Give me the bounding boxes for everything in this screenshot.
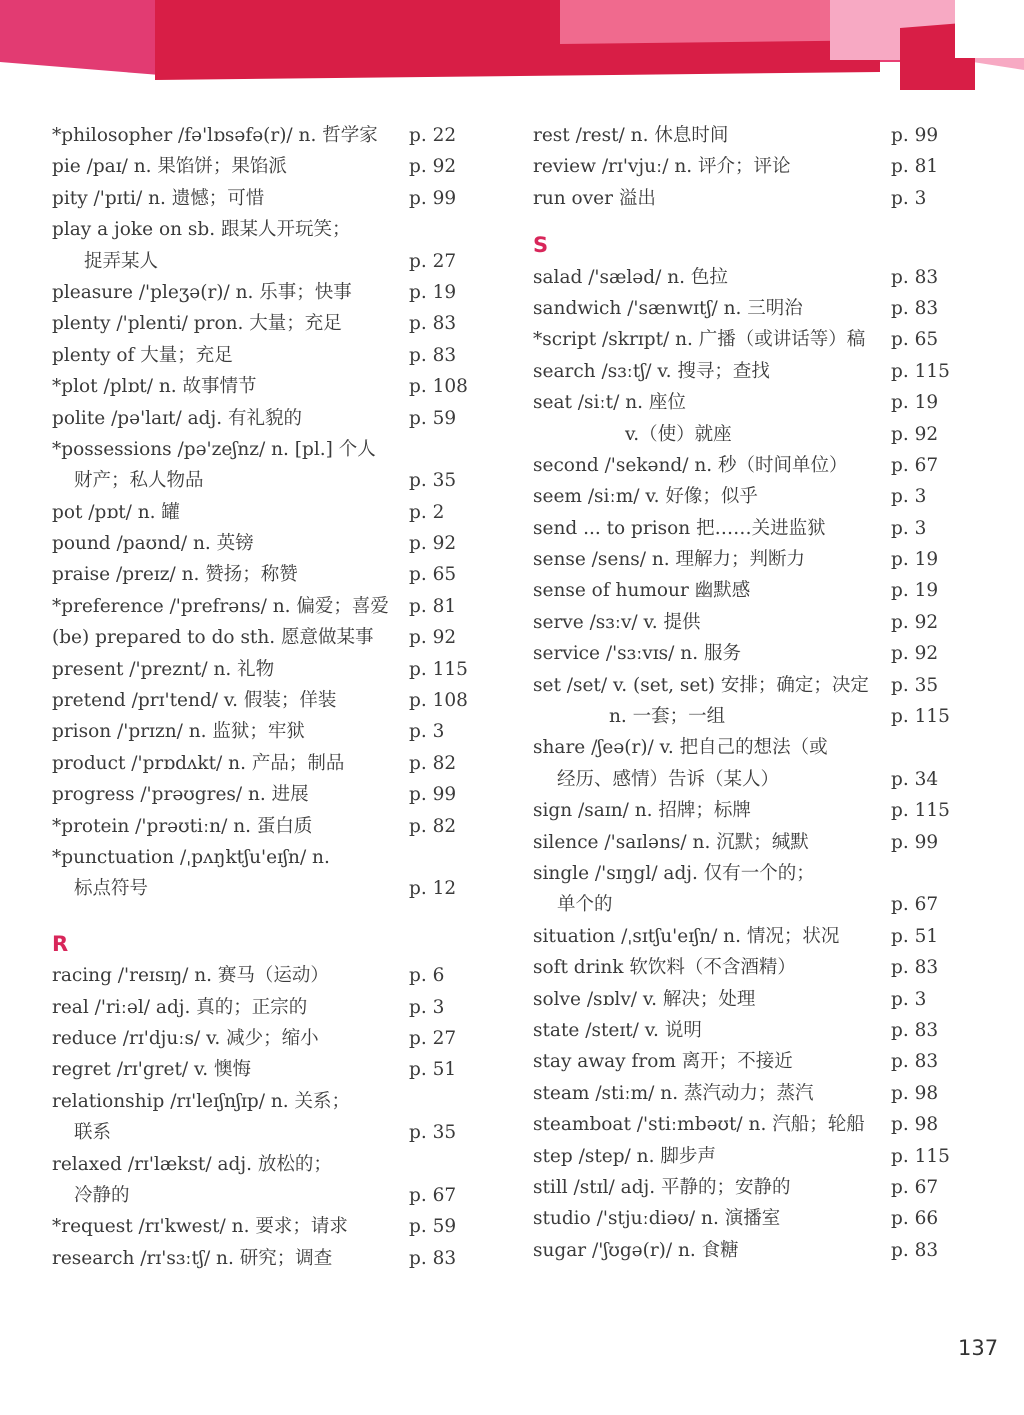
- glossary-entry: [533, 858, 953, 889]
- entry-text: send ... to prison 把……关进监狱: [533, 517, 826, 539]
- glossary-entry: [533, 356, 953, 387]
- glossary-entry: [52, 340, 472, 371]
- entry-text: n. 一套；一组: [609, 706, 726, 728]
- entry-text: salad /'sæləd/ n. 色拉: [533, 266, 728, 288]
- entry-page-ref: p. 34: [891, 768, 939, 790]
- glossary-entry: [533, 544, 953, 575]
- entry-text: 捉弄某人: [84, 250, 159, 272]
- entry-text: seem /siːm/ v. 好像；似乎: [533, 486, 758, 508]
- entry-text: sandwich /'sænwɪtʃ/ n. 三明治: [533, 297, 803, 319]
- entry-text: *preference /'prefrəns/ n. 偏爱；喜爱: [52, 595, 389, 617]
- entry-text: play a joke on sb. 跟某人开玩笑；: [52, 219, 351, 241]
- entry-text: state /steɪt/ v. 说明: [533, 1019, 702, 1041]
- entry-page-ref: p. 81: [409, 595, 457, 617]
- entry-page-ref: p. 99: [409, 784, 457, 806]
- glossary-entry: [52, 559, 472, 590]
- entry-page-ref: p. 115: [409, 658, 468, 680]
- entry-text: studio /'stjuːdiəʊ/ n. 演播室: [533, 1208, 781, 1230]
- glossary-entry: [52, 403, 472, 434]
- entry-page-ref: p. 92: [891, 643, 939, 665]
- entry-page-ref: p. 67: [409, 1184, 457, 1206]
- entry-page-ref: p. 115: [891, 1145, 950, 1167]
- entry-text: sense /sens/ n. 理解力；判断力: [533, 549, 806, 571]
- glossary-entry: [533, 262, 953, 293]
- entry-text: review /rɪ'vjuː/ n. 评介；评论: [533, 156, 791, 178]
- glossary-entry: [52, 183, 472, 214]
- entry-page-ref: p. 66: [891, 1208, 939, 1230]
- glossary-entry: [533, 183, 953, 214]
- entry-text: 经历、感情）告诉（某人）: [557, 768, 780, 790]
- glossary-entry: [533, 670, 953, 701]
- glossary-entry: [533, 984, 953, 1015]
- entry-page-ref: p. 59: [409, 407, 457, 429]
- entry-page-ref: p. 108: [409, 376, 468, 398]
- glossary-entry: [52, 497, 472, 528]
- entry-page-ref: p. 3: [891, 988, 927, 1010]
- glossary-entry: [52, 960, 472, 991]
- entry-text: 单个的: [557, 894, 613, 916]
- entry-text: plenty /'plenti/ pron. 大量；充足: [52, 313, 342, 335]
- glossary-entry: [533, 638, 953, 669]
- entry-text: pretend /prɪ'tend/ v. 假装；佯装: [52, 690, 337, 712]
- entry-page-ref: p. 59: [409, 1216, 457, 1238]
- entry-page-ref: p. 2: [409, 501, 445, 523]
- entry-page-ref: p. 92: [409, 533, 457, 555]
- glossary-entry: [533, 1172, 953, 1203]
- entry-page-ref: p. 98: [891, 1114, 939, 1136]
- entry-text: solve /sɒlv/ v. 解决；处理: [533, 988, 756, 1010]
- entry-text: progress /'prəʊgres/ n. 进展: [52, 784, 309, 806]
- entry-page-ref: p. 65: [409, 564, 457, 586]
- glossary-entry: [533, 889, 953, 920]
- entry-page-ref: p. 92: [891, 423, 939, 445]
- entry-page-ref: p. 22: [409, 125, 457, 146]
- entry-text: set /set/ v. (set, set) 安排；确定；决定: [533, 674, 869, 696]
- entry-text: racing /'reɪsɪŋ/ n. 赛马（运动）: [52, 965, 329, 987]
- entry-page-ref: p. 83: [409, 344, 457, 366]
- entry-page-ref: p. 19: [409, 281, 457, 303]
- entry-page-ref: p. 92: [409, 627, 457, 649]
- entry-text: *request /rɪ'kwest/ n. 要求；请求: [52, 1216, 348, 1238]
- entry-text: seat /siːt/ n. 座位: [533, 392, 686, 414]
- entry-text: single /'sɪŋgl/ adj. 仅有一个的；: [533, 862, 815, 884]
- entry-page-ref: p. 3: [409, 996, 445, 1018]
- glossary-entry: [533, 151, 953, 182]
- entry-text: search /sɜːtʃ/ v. 搜寻；查找: [533, 360, 770, 382]
- entry-page-ref: p. 6: [409, 965, 445, 987]
- entry-page-ref: p. 82: [409, 815, 457, 837]
- entry-page-ref: p. 99: [891, 831, 939, 853]
- glossary-entry: [52, 1149, 472, 1180]
- entry-page-ref: p. 35: [409, 1122, 457, 1144]
- entry-text: pound /paʊnd/ n. 英镑: [52, 533, 254, 555]
- entry-text: praise /preɪz/ n. 赞扬；称赞: [52, 564, 298, 586]
- entry-text: *philosopher /fə'lɒsəfə(r)/ n. 哲学家: [52, 125, 378, 146]
- entry-text: 冷静的: [74, 1184, 130, 1206]
- entry-page-ref: p. 82: [409, 752, 457, 774]
- entry-text: *possessions /pə'zeʃnz/ n. [pl.] 个人: [52, 438, 376, 460]
- entry-page-ref: p. 83: [891, 1019, 939, 1041]
- glossary-entry: [52, 214, 472, 245]
- header-banner: [0, 0, 1024, 90]
- glossary-entry: [52, 622, 472, 653]
- entry-text: research /rɪ'sɜːtʃ/ n. 研究；调查: [52, 1247, 333, 1269]
- entry-text: sign /saɪn/ n. 招牌；标牌: [533, 800, 751, 822]
- glossary-entry: [533, 1141, 953, 1172]
- entry-page-ref: p. 35: [891, 674, 939, 696]
- entry-page-ref: p. 115: [891, 360, 950, 382]
- glossary-entry: [52, 654, 472, 685]
- entry-text: sense of humour 幽默感: [533, 580, 751, 602]
- entry-page-ref: p. 12: [409, 878, 457, 900]
- entry-page-ref: p. 83: [409, 313, 457, 335]
- entry-page-ref: p. 67: [891, 454, 939, 476]
- entry-page-ref: p. 81: [891, 156, 939, 178]
- entry-page-ref: p. 19: [891, 549, 939, 571]
- entry-page-ref: p. 65: [891, 329, 939, 351]
- glossary-entry: [52, 1243, 472, 1274]
- glossary-entry: [52, 1180, 472, 1211]
- entry-text: second /'sekənd/ n. 秒（时间单位）: [533, 454, 848, 476]
- glossary-entry: [533, 701, 953, 732]
- entry-page-ref: p. 27: [409, 250, 457, 272]
- glossary-entry: [52, 811, 472, 842]
- entry-page-ref: p. 83: [891, 1051, 939, 1073]
- entry-text: present /'preznt/ n. 礼物: [52, 658, 275, 680]
- glossary-entry: [52, 246, 472, 277]
- entry-page-ref: p. 67: [891, 1176, 939, 1198]
- entry-text: run over 溢出: [533, 187, 656, 209]
- entry-page-ref: p. 67: [891, 894, 939, 916]
- glossary-entry: [533, 324, 953, 355]
- entry-page-ref: p. 3: [891, 486, 927, 508]
- entry-text: 联系: [74, 1122, 112, 1144]
- entry-page-ref: p. 19: [891, 392, 939, 414]
- glossary-entry: [533, 293, 953, 324]
- glossary-entry: [533, 732, 953, 763]
- glossary-entry: [533, 120, 953, 151]
- glossary-entry: [52, 1086, 472, 1117]
- glossary-entry: [52, 779, 472, 810]
- glossary-entry: [533, 1078, 953, 1109]
- entry-text: real /'riːəl/ adj. 真的；正宗的: [52, 996, 308, 1018]
- section-letter-s: S: [533, 233, 549, 258]
- entry-page-ref: p. 35: [409, 470, 457, 492]
- glossary-entry: [52, 992, 472, 1023]
- entry-text: pie /paɪ/ n. 果馅饼；果馅派: [52, 156, 287, 178]
- entry-page-ref: p. 98: [891, 1082, 939, 1104]
- entry-page-ref: p. 99: [409, 187, 457, 209]
- entry-text: *protein /'prəʊtiːn/ n. 蛋白质: [52, 815, 313, 837]
- entry-text: still /stɪl/ adj. 平静的；安静的: [533, 1176, 791, 1198]
- glossary-entry: [533, 952, 953, 983]
- entry-text: situation /ˌsɪtʃu'eɪʃn/ n. 情况；状况: [533, 925, 840, 947]
- entry-page-ref: p. 3: [891, 517, 927, 539]
- entry-text: relationship /rɪ'leɪʃnʃɪp/ n. 关系；: [52, 1090, 351, 1112]
- entry-text: polite /pə'laɪt/ adj. 有礼貌的: [52, 407, 302, 429]
- entry-page-ref: p. 108: [409, 690, 468, 712]
- glossary-entry: [52, 591, 472, 622]
- page-number: 137: [958, 1336, 999, 1360]
- glossary-entry: [52, 685, 472, 716]
- entry-page-ref: p. 19: [891, 580, 939, 602]
- glossary-entry: [52, 277, 472, 308]
- glossary-entry: [533, 481, 953, 512]
- glossary-entry: [533, 513, 953, 544]
- glossary-entry: [533, 419, 953, 450]
- entry-text: relaxed /rɪ'lækst/ adj. 放松的；: [52, 1153, 332, 1175]
- entry-text: steamboat /'stiːmbəʊt/ n. 汽船；轮船: [533, 1114, 865, 1136]
- glossary-entry: [52, 1023, 472, 1054]
- entry-text: serve /sɜːv/ v. 提供: [533, 611, 701, 633]
- entry-text: *punctuation /ˌpʌŋktʃu'eɪʃn/ n.: [52, 846, 330, 868]
- section-letter-r: R: [52, 931, 69, 956]
- entry-text: *plot /plɒt/ n. 故事情节: [52, 376, 257, 398]
- entry-page-ref: p. 3: [409, 721, 445, 743]
- glossary-entry: [52, 151, 472, 182]
- entry-page-ref: p. 27: [409, 1027, 457, 1049]
- glossary-entry: [533, 387, 953, 418]
- glossary-entry: [52, 465, 472, 496]
- entry-text: (be) prepared to do sth. 愿意做某事: [52, 627, 374, 649]
- glossary-entry: [533, 575, 953, 606]
- entry-text: silence /'saɪləns/ n. 沉默；缄默: [533, 831, 809, 853]
- entry-text: regret /rɪ'gret/ v. 懊悔: [52, 1059, 252, 1081]
- entry-page-ref: p. 51: [409, 1059, 457, 1081]
- entry-text: pleasure /'pleʒə(r)/ n. 乐事；快事: [52, 281, 352, 303]
- entry-page-ref: p. 115: [891, 706, 950, 728]
- glossary-entry: [52, 120, 472, 151]
- entry-page-ref: p. 115: [891, 800, 950, 822]
- entry-text: pity /'pɪti/ n. 遗憾；可惜: [52, 187, 265, 209]
- entry-text: share /ʃeə(r)/ v. 把自己的想法（或: [533, 737, 828, 759]
- entry-text: prison /'prɪzn/ n. 监狱；牢狱: [52, 721, 305, 743]
- entry-page-ref: p. 83: [891, 957, 939, 979]
- glossary-entry: [52, 842, 472, 873]
- glossary-entry: [52, 528, 472, 559]
- entry-page-ref: p. 83: [891, 266, 939, 288]
- entry-text: *script /skrɪpt/ n. 广播（或讲话等）稿: [533, 329, 866, 351]
- glossary-entry: [533, 1109, 953, 1140]
- glossary-entry: [533, 921, 953, 952]
- entry-text: sugar /'ʃʊgə(r)/ n. 食糖: [533, 1239, 739, 1261]
- entry-text: plenty of 大量；充足: [52, 344, 233, 366]
- entry-text: rest /rest/ n. 休息时间: [533, 125, 729, 146]
- entry-text: steam /stiːm/ n. 蒸汽动力；蒸汽: [533, 1082, 814, 1104]
- entry-page-ref: p. 51: [891, 925, 939, 947]
- glossary-entry: [52, 873, 472, 904]
- entry-text: stay away from 离开；不接近: [533, 1051, 793, 1073]
- entry-text: pot /pɒt/ n. 罐: [52, 501, 180, 523]
- glossary-entry: [52, 748, 472, 779]
- entry-text: soft drink 软饮料（不含酒精）: [533, 957, 796, 979]
- glossary-entry: [533, 1235, 953, 1266]
- glossary-entry: [533, 764, 953, 795]
- glossary-entry: [533, 607, 953, 638]
- glossary-entry: [52, 371, 472, 402]
- glossary-entry: [533, 827, 953, 858]
- entry-text: v.（使）就座: [625, 423, 732, 445]
- entry-text: step /step/ n. 脚步声: [533, 1145, 716, 1167]
- left-column: [52, 120, 472, 1274]
- glossary-entry: [533, 795, 953, 826]
- glossary-entry: [52, 1211, 472, 1242]
- entry-page-ref: p. 83: [891, 1239, 939, 1261]
- entry-text: product /'prɒdʌkt/ n. 产品；制品: [52, 752, 345, 774]
- entry-page-ref: p. 92: [409, 156, 457, 178]
- entry-page-ref: p. 83: [409, 1247, 457, 1269]
- glossary-entry: [533, 1015, 953, 1046]
- glossary-entry: [533, 1046, 953, 1077]
- entry-text: 财产；私人物品: [74, 470, 204, 492]
- entry-page-ref: p. 3: [891, 187, 927, 209]
- entry-text: service /'sɜːvɪs/ n. 服务: [533, 643, 741, 665]
- glossary-entry: [533, 450, 953, 481]
- entry-page-ref: p. 99: [891, 125, 939, 146]
- right-column: [533, 120, 953, 1266]
- glossary-entry: [52, 1117, 472, 1148]
- entry-page-ref: p. 83: [891, 297, 939, 319]
- glossary-entry: [52, 716, 472, 747]
- glossary-entry: [52, 308, 472, 339]
- entry-page-ref: p. 92: [891, 611, 939, 633]
- entry-text: reduce /rɪ'djuːs/ v. 减少；缩小: [52, 1027, 319, 1049]
- entry-text: 标点符号: [74, 878, 149, 900]
- glossary-entry: [533, 1203, 953, 1234]
- glossary-entry: [52, 1054, 472, 1085]
- glossary-entry: [52, 434, 472, 465]
